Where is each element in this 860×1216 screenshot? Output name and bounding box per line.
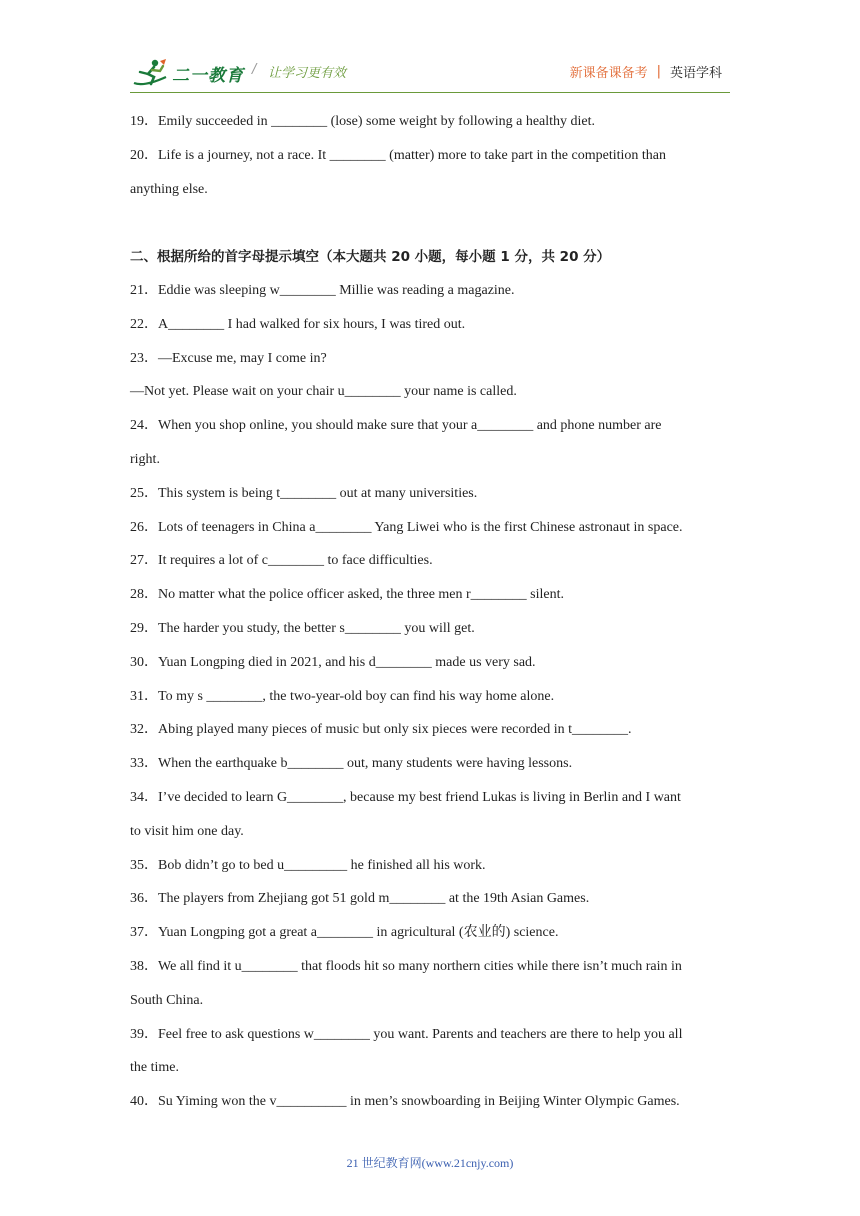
question-line: 22．A________ I had walked for six hours, I was tired out. <box>130 316 466 332</box>
question-line: 30．Yuan Longping died in 2021, and his d________ made us very sad. <box>130 654 536 670</box>
question-line: 24．When you shop online, you should make sure that your a________ and phone number are <box>130 418 662 434</box>
slogan-separator: / <box>252 62 257 77</box>
section-heading: 二、根据所给的首字母提示填空（本大题共 20 小题，每小题 1 分，共 20 分） <box>130 249 611 266</box>
question-line: 36．The players from Zhejiang got 51 gold m________ at the 19th Asian Games. <box>130 891 590 907</box>
question-line: 40．Su Yiming won the v__________ in men’s snowboarding in Beijing Winter Olympic Games. <box>130 1094 680 1110</box>
question-line: 37．Yuan Longping got a great a________ in agricultural (农业的) science. <box>130 925 559 941</box>
runner-logo-icon <box>130 57 170 89</box>
question-line: 34．I’ve decided to learn G________, because my best friend Lukas is living in Berlin and I want <box>130 789 681 805</box>
question-line: 26．Lots of teenagers in China a________ Yang Liwei who is the first Chinese astronaut in space. <box>130 519 683 535</box>
header-tag-prep: 新课备课备考 <box>569 66 648 81</box>
question-line: 23．—Excuse me, may I come in? <box>130 350 327 366</box>
page-footer: 21 世纪教育网(www.21cnjy.com) <box>346 1156 514 1170</box>
question-line: 25．This system is being t________ out at many universities. <box>130 485 478 501</box>
question-line: 20．Life is a journey, not a race. It ________ (matter) more to take part in the competition than <box>130 147 666 163</box>
question-line: 33．When the earthquake b________ out, many students were having lessons. <box>130 756 573 772</box>
question-line: —Not yet. Please wait on your chair u________ your name is called. <box>130 384 517 400</box>
header-tag-subject: 英语学科 <box>669 66 722 81</box>
logo-text: 二一教育 <box>172 65 244 86</box>
question-line: 38．We all find it u________ that floods hit so many northern cities while there isn’t much rain in <box>130 958 682 974</box>
question-line: 35．Bob didn’t go to bed u_________ he finished all his work. <box>130 857 486 873</box>
question-line: 21．Eddie was sleeping w________ Millie was reading a magazine. <box>130 282 515 298</box>
slogan: 让学习更有效 <box>268 66 347 81</box>
question-line: 39．Feel free to ask questions w________ you want. Parents and teachers are there to help you all <box>130 1026 683 1042</box>
question-line: right. <box>130 451 160 467</box>
question-line: South China. <box>130 992 204 1008</box>
question-line: 29．The harder you study, the better s________ you will get. <box>130 620 475 636</box>
header-tags <box>570 62 722 81</box>
question-line: 32．Abing played many pieces of music but only six pieces were recorded in t________. <box>130 722 632 738</box>
question-line: 27．It requires a lot of c________ to face difficulties. <box>130 553 433 569</box>
document-body <box>130 111 735 1125</box>
question-line: 28．No matter what the police officer asked, the three men r________ silent. <box>130 587 564 603</box>
question-line: anything else. <box>130 181 208 197</box>
question-line: 31．To my s ________, the two-year-old boy can find his way home alone. <box>130 688 555 704</box>
spacer <box>130 212 735 246</box>
question-line: the time. <box>130 1060 179 1076</box>
question-line: 19．Emily succeeded in ________ (lose) some weight by following a healthy diet. <box>130 114 596 129</box>
logo <box>130 56 244 90</box>
question-line: to visit him one day. <box>130 823 244 839</box>
page-header <box>130 56 730 92</box>
header-rule <box>130 92 730 93</box>
header-divider: | <box>656 64 661 79</box>
